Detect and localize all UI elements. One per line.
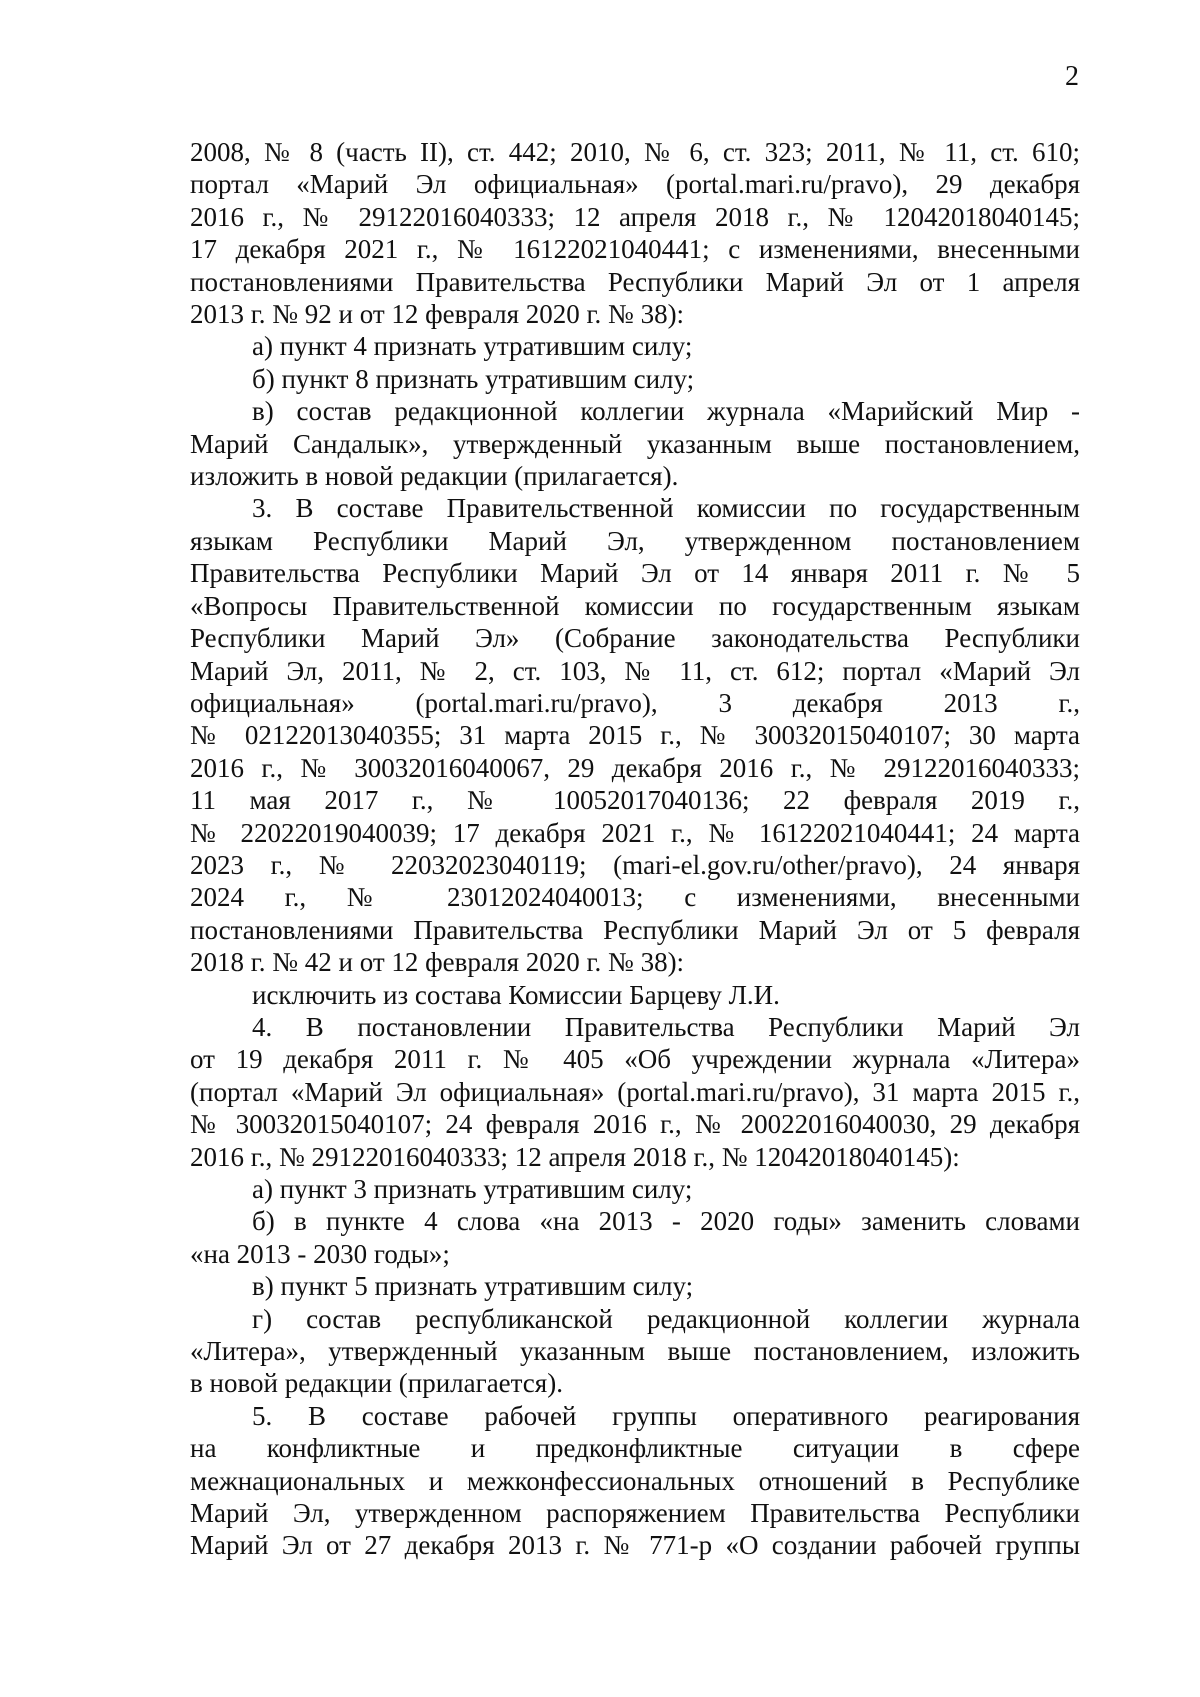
- text-line: «Литера», утвержденный указанным выше постановлением, изложить: [190, 1336, 1080, 1367]
- text-line: официальная» (portal.mari.ru/pravo), 3 декабря 2013 г.,: [190, 687, 1080, 718]
- text-line: 3. В составе Правительственной комиссии по государственным: [252, 493, 1080, 524]
- text-line: Республики Марий Эл» (Собрание законодательства Республики: [190, 623, 1080, 654]
- text-line: 2016 г., № 30032016040067, 29 декабря 2016 г., № 29122016040333;: [190, 752, 1080, 783]
- text-line: Правительства Республики Марий Эл от 14 января 2011 г. № 5: [190, 558, 1080, 589]
- text-line: Марий Сандалык», утвержденный указанным выше постановлением,: [190, 428, 1080, 459]
- text-line: 2024 г., № 23012024040013; с изменениями, внесенными: [190, 882, 1080, 913]
- text-line: 11 мая 2017 г., № 10052017040136; 22 февраля 2019 г.,: [190, 785, 1080, 816]
- text-line: Марий Эл от 27 декабря 2013 г. № 771-р «О создании рабочей группы: [190, 1530, 1080, 1561]
- text-line: 2018 г. № 42 и от 12 февраля 2020 г. № 38):: [190, 947, 685, 978]
- text-line: 17 декабря 2021 г., № 16122021040441; с изменениями, внесенными: [190, 234, 1080, 265]
- text-line: № 22022019040039; 17 декабря 2021 г., № 16122021040441; 24 марта: [190, 817, 1080, 848]
- text-line: в) состав редакционной коллегии журнала «Марийский Мир -: [252, 396, 1080, 427]
- text-line: постановлениями Правительства Республики Марий Эл от 1 апреля: [190, 266, 1080, 297]
- text-line: изложить в новой редакции (прилагается).: [190, 461, 679, 492]
- text-line: 2016 г., № 29122016040333; 12 апреля 2018 г., № 12042018040145;: [190, 201, 1080, 232]
- text-line: портал «Марий Эл официальная» (portal.mari.ru/pravo), 29 декабря: [190, 169, 1080, 200]
- text-line: б) пункт 8 признать утратившим силу;: [252, 363, 695, 394]
- page-number: 2: [1065, 61, 1079, 92]
- text-line: 4. В постановлении Правительства Республики Марий Эл: [252, 1011, 1080, 1042]
- text-line: «на 2013 - 2030 годы»;: [190, 1238, 450, 1269]
- text-line: «Вопросы Правительственной комиссии по государственным языкам: [190, 590, 1080, 621]
- text-line: на конфликтные и предконфликтные ситуации в сфере: [190, 1433, 1080, 1464]
- text-line: (портал «Марий Эл официальная» (portal.mari.ru/pravo), 31 марта 2015 г.,: [190, 1076, 1080, 1107]
- text-line: 2008, № 8 (часть II), ст. 442; 2010, № 6, ст. 323; 2011, № 11, ст. 610;: [190, 137, 1080, 167]
- document-body-text: [190, 136, 1080, 1562]
- text-line: Марий Эл, 2011, № 2, ст. 103, № 11, ст. 612; портал «Марий Эл: [190, 655, 1080, 686]
- text-line: исключить из состава Комиссии Барцеву Л.И.: [252, 979, 780, 1010]
- text-line: Марий Эл, утвержденном распоряжением Правительства Республики: [190, 1498, 1080, 1529]
- text-line: а) пункт 3 признать утратившим силу;: [252, 1174, 693, 1204]
- text-line: от 19 декабря 2011 г. № 405 «Об учреждении журнала «Литера»: [190, 1044, 1080, 1075]
- text-line: языкам Республики Марий Эл, утвержденном постановлением: [190, 525, 1080, 556]
- text-line: г) состав республиканской редакционной коллегии журнала: [252, 1303, 1080, 1334]
- text-line: 2013 г. № 92 и от 12 февраля 2020 г. № 38):: [190, 299, 685, 330]
- text-line: в новой редакции (прилагается).: [190, 1368, 563, 1399]
- text-line: 5. В составе рабочей группы оперативного реагирования: [252, 1400, 1080, 1431]
- text-line: а) пункт 4 признать утратившим силу;: [252, 331, 693, 362]
- text-line: межнациональных и межконфессиональных отношений в Республике: [190, 1465, 1080, 1496]
- text-line: б) в пункте 4 слова «на 2013 - 2020 годы» заменить словами: [252, 1206, 1080, 1237]
- text-line: постановлениями Правительства Республики Марий Эл от 5 февраля: [190, 914, 1080, 945]
- text-line: в) пункт 5 признать утратившим силу;: [252, 1271, 694, 1302]
- text-line: 2023 г., № 22032023040119; (mari-el.gov.ru/other/pravo), 24 января: [190, 849, 1080, 880]
- text-line: № 30032015040107; 24 февраля 2016 г., № 20022016040030, 29 декабря: [190, 1109, 1080, 1140]
- text-line: № 02122013040355; 31 марта 2015 г., № 30032015040107; 30 марта: [190, 720, 1080, 751]
- text-line: 2016 г., № 29122016040333; 12 апреля 2018 г., № 12042018040145):: [190, 1141, 960, 1172]
